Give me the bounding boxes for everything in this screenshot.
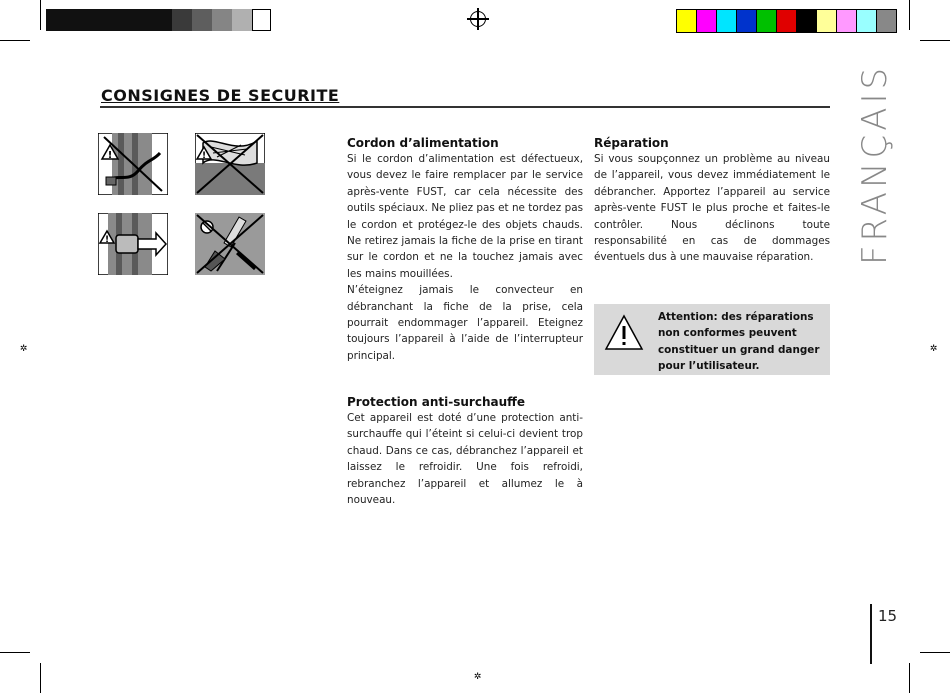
- svg-text:!: !: [107, 150, 113, 161]
- crop-mark: [40, 663, 41, 693]
- warning-unplug-icon: [98, 213, 168, 275]
- title-rule: [100, 106, 830, 108]
- color-calibration-bar: [676, 9, 897, 33]
- page-number: 15: [878, 607, 898, 625]
- section-protection: [347, 394, 583, 508]
- page-title: CONSIGNES DE SECURITE: [101, 86, 340, 105]
- gray-calibration-bar: [46, 9, 271, 31]
- warning-cord-hot-surface-icon: [98, 133, 168, 195]
- crop-mark: [40, 0, 41, 30]
- registration-mark-icon: ✲: [473, 672, 482, 682]
- warning-triangle-icon: [604, 314, 644, 352]
- no-tools-repair-icon: [195, 213, 265, 275]
- attention-box: [594, 304, 830, 375]
- paragraph: N’éteignez jamais le convecteur en débranchant la fiche de la prise, cela pourrait endommager l’appareil. Eteignez toujours l’appareil à l’aide de l’interrupteur principal.: [347, 284, 583, 362]
- crop-mark: [920, 40, 950, 41]
- paragraph: Si le cordon d’alimentation est défectueux, vous devez le faire remplacer par le service après-vente FUST, car cela nécessite des outils spéciaux. Ne pliez pas et ne tordez pas le cordon et protégez-le des objets chauds. Ne retirez jamais la fiche de la prise en tirant sur le cordon et ne la touchez jamais avec les mains mouillées.: [347, 153, 583, 280]
- no-wet-cloth-icon: [195, 133, 265, 195]
- section-heading: Cordon d’alimentation: [347, 136, 499, 150]
- paragraph: Si vous soupçonnez un problème au niveau de l’appareil, vous devez immédiatement le débrancher. Apportez l’appareil au service après-vente FUST le plus proche et faites-le contrôler. Nous déclinons toute responsabilité en cas de dommages éventuels dus à une mauvaise réparation.: [594, 153, 830, 264]
- registration-mark-icon: [470, 11, 486, 27]
- crop-mark: [909, 0, 910, 30]
- language-label: FRANÇAIS: [855, 63, 895, 265]
- section-reparation: [594, 135, 830, 266]
- crop-mark: [920, 652, 950, 653]
- section-heading: Protection anti-surchauffe: [347, 395, 525, 409]
- paragraph: Cet appareil est doté d’une protection anti-surchauffe qui l’éteint si celui-ci devient trop chaud. Dans ce cas, débranchez l’appareil et laissez le refroidir. Une fois refroidi, rebranchez l’appareil et allumez le à nouveau.: [347, 412, 583, 507]
- page-number-rule: [870, 604, 872, 664]
- crop-mark: [0, 652, 30, 653]
- section-cordon: [347, 135, 583, 364]
- registration-mark-icon: ✲: [929, 344, 938, 354]
- attention-text: Attention: des réparations non conformes peuvent constituer un grand danger pour l’utilisateur.: [658, 311, 820, 373]
- crop-mark: [0, 40, 30, 41]
- svg-text:!: !: [201, 151, 207, 161]
- section-heading: Réparation: [594, 136, 669, 150]
- crop-mark: [909, 663, 910, 693]
- registration-mark-icon: ✲: [19, 344, 28, 354]
- svg-text:!: !: [104, 235, 110, 245]
